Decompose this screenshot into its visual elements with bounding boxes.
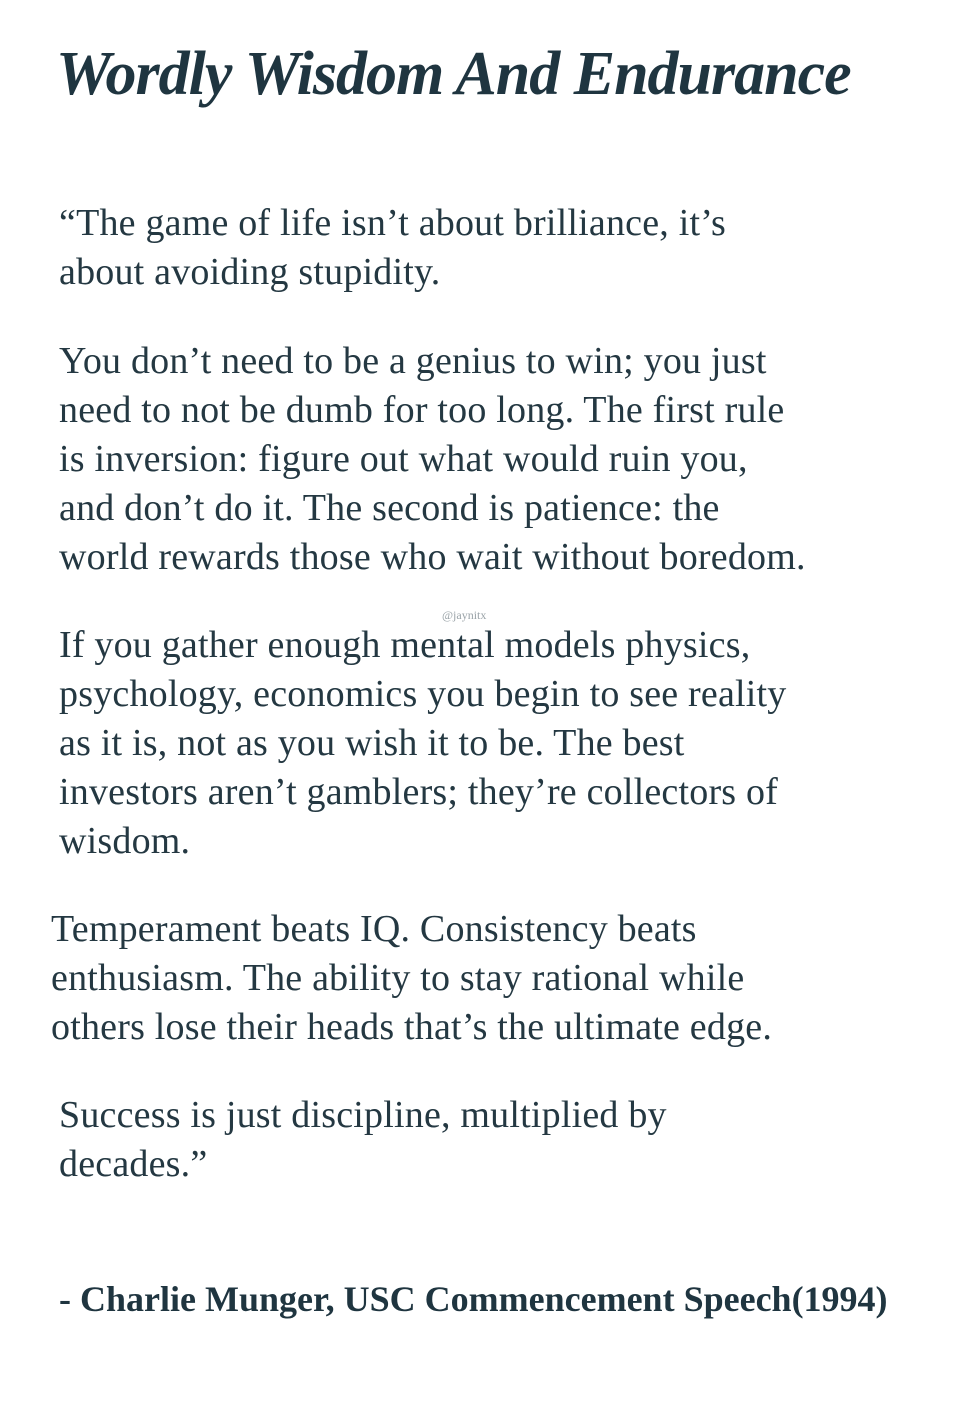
quote-line: Temperament beats IQ. Consistency beats [51, 908, 697, 950]
quote-paragraph-3 [59, 621, 939, 866]
quote-line: If you gather enough mental models physics, [59, 624, 751, 666]
quote-line: enthusiasm. The ability to stay rational while [51, 957, 745, 999]
quote-line: psychology, economics you begin to see reality [59, 673, 787, 715]
watermark: @jaynitx [442, 608, 487, 622]
quote-line: investors aren’t gamblers; they’re collectors of [59, 771, 779, 813]
quote-line: “The game of life isn’t about brilliance, it’s [59, 202, 726, 244]
quote-paragraph-1 [59, 199, 919, 297]
quote-line: Success is just discipline, multiplied by [59, 1094, 667, 1136]
quote-line: need to not be dumb for too long. The first rule [59, 389, 785, 431]
quote-paragraph-2 [59, 337, 939, 582]
quote-line: decades.” [59, 1143, 208, 1185]
quote-line: wisdom. [59, 820, 191, 862]
quote-paragraph-5 [59, 1091, 919, 1189]
quote-line: about avoiding stupidity. [59, 251, 441, 293]
quote-line: as it is, not as you wish it to be. The best [59, 722, 685, 764]
quote-line: and don’t do it. The second is patience: the [59, 487, 720, 529]
attribution: - Charlie Munger, USC Commencement Speech(1994) [59, 1279, 888, 1319]
quote-line: is inversion: figure out what would ruin you, [59, 438, 748, 480]
page-title: Wordly Wisdom And Endurance [56, 40, 851, 108]
quote-paragraph-4 [51, 905, 941, 1052]
quote-line: You don’t need to be a genius to win; you just [59, 340, 767, 382]
quote-line: world rewards those who wait without boredom. [59, 536, 806, 578]
quote-line: others lose their heads that’s the ultimate edge. [51, 1006, 773, 1048]
